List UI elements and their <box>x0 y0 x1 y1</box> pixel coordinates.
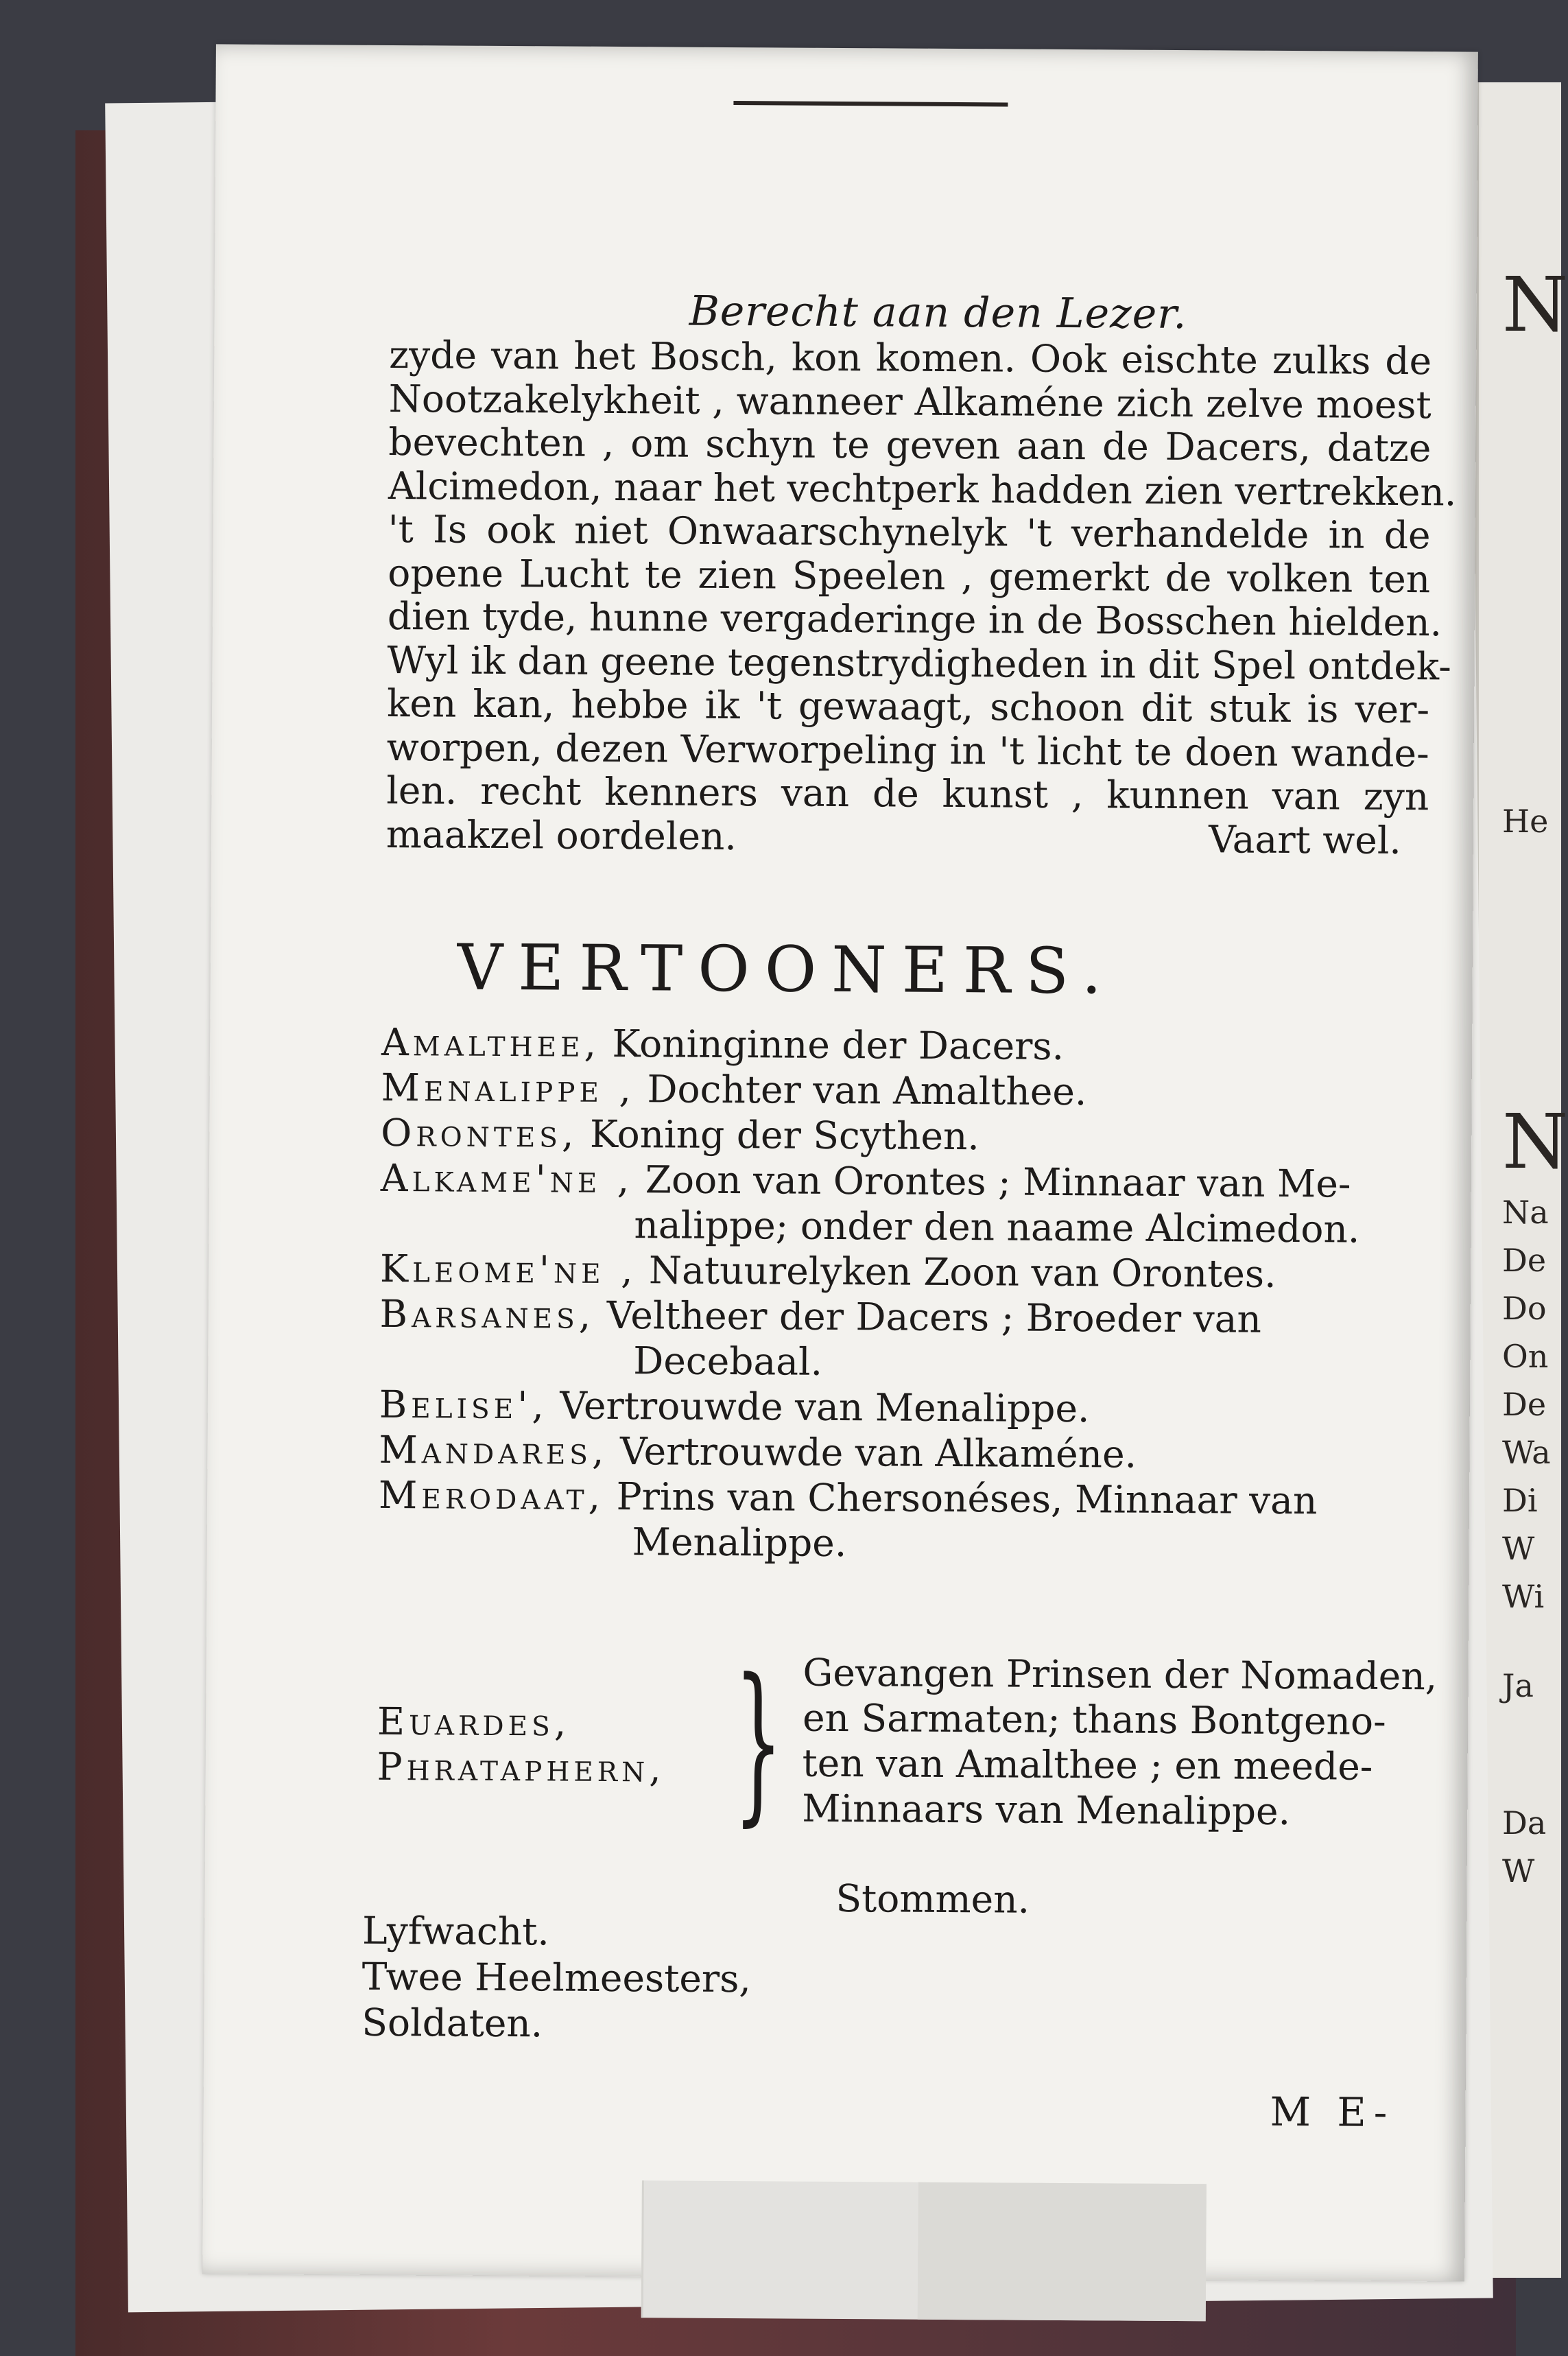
character-name: Mandares, <box>379 1427 608 1473</box>
edge-fragment: Di <box>1502 1482 1538 1519</box>
description-line: en Sarmaten; thans Bontgeno- <box>802 1695 1386 1743</box>
character-name: Merodaat, <box>378 1472 605 1518</box>
text-line: zyde van het Bosch, kon komen. Ook eischte zulks de <box>388 332 1432 384</box>
farewell: Vaart wel. <box>1208 816 1402 862</box>
curly-brace: } <box>733 1642 784 1842</box>
description-continuation: nalippe; onder den naame Alcimedon. <box>634 1203 1360 1251</box>
description-line: Minnaars van Menalippe. <box>802 1786 1291 1834</box>
edge-fragment: Wa <box>1502 1434 1551 1471</box>
edge-fragment: He <box>1502 803 1549 840</box>
character-name: Menalippe , <box>381 1065 636 1111</box>
character-name: Amalthee, <box>381 1020 601 1065</box>
description-line: Gevangen Prinsen der Nomaden, <box>803 1650 1438 1699</box>
extra-role: Soldaten. <box>361 2000 543 2046</box>
cast-entry <box>380 1155 1451 1253</box>
character-name: Belise', <box>379 1382 549 1428</box>
cast-entry <box>381 1110 1451 1162</box>
grouped-cast-entry <box>377 1642 1448 1860</box>
edge-fragment: W <box>1502 1530 1535 1567</box>
text-line: dien tyde, hunne vergaderinge in de Bosschen hielden. <box>387 593 1442 645</box>
character-name: Barsanes, <box>379 1291 595 1337</box>
edge-fragment: N <box>1502 1098 1568 1186</box>
top-rule <box>733 101 1008 106</box>
cast-entry <box>381 1020 1451 1072</box>
character-name: Phrataphern, <box>377 1744 665 1791</box>
character-description: Dochter van Amalthee. <box>647 1067 1087 1114</box>
text-line: len. recht kenners van de kunst , kunnen van zyn <box>386 768 1429 819</box>
cast-entry <box>381 1065 1451 1117</box>
grouped-description <box>802 1650 1441 1835</box>
text-line: ken kan, hebbe ik 't gewaagt, schoon dit stuk is ver- <box>386 681 1430 732</box>
edge-fragment: N <box>1502 261 1568 349</box>
section-heading: VERTOONERS. <box>457 930 1117 1009</box>
text-line: Wyl ik dan geene tegenstrydigheden in dit Spel ontdek- <box>387 637 1452 688</box>
catchword: M E- <box>1270 2088 1394 2136</box>
edge-fragment: De <box>1502 1242 1547 1279</box>
description-continuation: Menalippe. <box>632 1520 847 1566</box>
edge-fragment: De <box>1502 1386 1547 1423</box>
character-name: Alkame'ne , <box>380 1155 634 1202</box>
text-line: 't Is ook niet Onwaarschynelyk 't verhandelde in de <box>388 506 1431 558</box>
redacted-label <box>641 2180 1207 2321</box>
extras-list <box>361 1908 751 2048</box>
character-description: Koninginne der Dacers. <box>612 1021 1065 1068</box>
character-description: Natuurelyken Zoon van Orontes. <box>648 1248 1276 1296</box>
cast-entry <box>380 1246 1450 1298</box>
description-continuation: Decebaal. <box>633 1339 823 1384</box>
edge-fragment: Na <box>1502 1194 1549 1231</box>
text-line: Alcimedon, naar het vechtperk hadden zien vertrekken. <box>388 463 1457 514</box>
extra-role: Lyfwacht. <box>361 1908 550 1954</box>
edge-fragment: On <box>1502 1338 1549 1375</box>
edge-fragment: Do <box>1502 1290 1547 1327</box>
character-name: Euardes, <box>377 1699 571 1745</box>
character-description: Prins van Chersonéses, Minnaar van <box>616 1474 1318 1523</box>
edge-fragment: Wi <box>1502 1578 1545 1615</box>
text-line: bevechten , om schyn te geven aan de Dacers, datze <box>388 419 1432 471</box>
character-description: Zoon van Orontes ; Minnaar van Me- <box>645 1157 1351 1206</box>
cast-entry <box>379 1291 1450 1389</box>
cast-list <box>378 1020 1451 1570</box>
description-line: ten van Amalthee ; en meede- <box>802 1741 1373 1789</box>
cast-entry <box>378 1472 1449 1570</box>
extra-role: Twee Heelmeesters, <box>361 1954 752 2001</box>
edge-fragment: Da <box>1502 1804 1547 1841</box>
character-description: Veltheer der Dacers ; Broeder van <box>606 1293 1262 1341</box>
edge-fragment: Ja <box>1502 1667 1534 1704</box>
running-head: Berecht aan den Lezer. <box>689 287 1187 339</box>
edge-fragment: W <box>1502 1852 1535 1889</box>
preface-text <box>385 332 1457 862</box>
cast-entry <box>379 1427 1449 1479</box>
closing-text: maakzel oordelen. <box>385 812 737 858</box>
character-name: Orontes, <box>381 1110 578 1156</box>
book-page <box>202 44 1478 2281</box>
text-line: opene Lucht te zien Speelen , gemerkt de volken ten <box>388 550 1431 601</box>
character-description: Vertrouwde van Alkaméne. <box>619 1429 1137 1476</box>
text-line: worpen, dezen Verworpeling in 't licht te doen wande- <box>386 725 1429 775</box>
character-description: Vertrouwde van Menalippe. <box>560 1383 1090 1431</box>
character-description: Koning der Scythen. <box>589 1111 980 1159</box>
closing-line <box>386 812 1429 862</box>
grouped-names <box>377 1699 665 1791</box>
text-line: Nootzakelykheit , wanneer Alkaméne zich zelve moest <box>388 376 1432 427</box>
mutes-heading: Stommen. <box>835 1876 1030 1922</box>
cast-entry <box>379 1382 1449 1434</box>
character-name: Kleome'ne , <box>379 1246 637 1293</box>
